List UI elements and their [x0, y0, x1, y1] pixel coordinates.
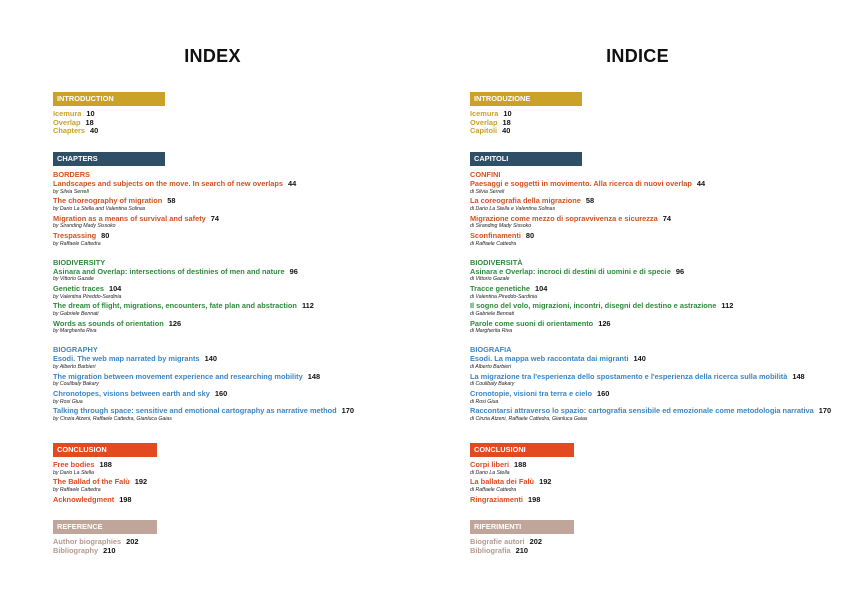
- toc-entry[interactable]: Esodi. La mappa web raccontata dai migranti 140: [470, 354, 646, 364]
- author: di Vittorio Gazale: [470, 276, 510, 283]
- author: di Siranding Mady Sissoko: [470, 223, 532, 230]
- introduction-header: INTRODUCTION: [53, 92, 165, 106]
- author: by Dario La Stella and Valentina Solinas: [53, 205, 146, 212]
- author: by Siranding Mady Sissoko: [53, 223, 116, 230]
- author: di Raffaele Cattedra: [470, 240, 517, 247]
- toc-entry[interactable]: Icemura 10: [53, 109, 95, 118]
- author: by Margherita Riva: [53, 328, 97, 335]
- toc-entry[interactable]: Migrazione come mezzo di sopravvivenza e sicurezza 74: [470, 213, 671, 223]
- toc-entry[interactable]: Author biographies 202: [53, 537, 139, 546]
- category-biodiversity: BIODIVERSITY: [53, 257, 106, 267]
- toc-entry[interactable]: La migrazione tra l'esperienza dello spostamento e l'esperienza della ricerca sulla mobilità 148: [470, 371, 805, 381]
- toc-entry[interactable]: Esodi. The web map narrated by migrants 140: [53, 354, 217, 364]
- page-title: INDEX: [184, 46, 241, 66]
- toc-entry[interactable]: Overlap 18: [53, 117, 94, 127]
- chapters-section: [53, 152, 354, 425]
- toc-entry[interactable]: Tracce genetiche 104: [470, 283, 548, 293]
- toc-entry[interactable]: Acknowledgment 198: [53, 494, 132, 504]
- toc-entry[interactable]: Asinara and Overlap: intersections of destinies of men and nature 96: [53, 266, 298, 276]
- toc-entry[interactable]: Bibliografia 210: [470, 545, 528, 555]
- conclusion-header: CONCLUSIONI: [470, 443, 574, 457]
- toc-entry[interactable]: The migration between movement experience and researching mobility 148: [53, 371, 321, 381]
- author: by Raffaele Cattedra: [53, 486, 101, 493]
- toc-entry[interactable]: Overlap 18: [470, 117, 511, 127]
- conclusion-section: [470, 443, 574, 504]
- toc-entry[interactable]: Trespassing 80: [53, 231, 110, 241]
- toc-entry[interactable]: Ringraziamenti 198: [470, 494, 541, 504]
- author: di Rosi Giua: [470, 398, 499, 405]
- reference-header: REFERENCE: [53, 520, 157, 534]
- author: di Coulibaly Bakary: [470, 381, 515, 388]
- author: by Alberto Barbieri: [53, 363, 96, 370]
- toc-entry[interactable]: The Ballad of the Falù 192: [53, 477, 148, 487]
- category-biography: BIOGRAFIA: [470, 345, 512, 355]
- author: by Rosi Giua: [53, 398, 83, 405]
- index-page-it: [425, 0, 850, 612]
- category-borders: BORDERS: [53, 170, 90, 179]
- conclusion-header: CONCLUSION: [53, 443, 157, 457]
- toc-entry[interactable]: Genetic traces 104: [53, 283, 122, 293]
- page-title: INDICE: [606, 46, 669, 66]
- author: by Vittorio Gazale: [53, 276, 94, 283]
- toc-entry[interactable]: Landscapes and subjects on the move. In search of new overlaps 44: [53, 179, 297, 188]
- toc-entry[interactable]: Bibliography 210: [53, 545, 116, 555]
- reference-section: [470, 520, 574, 555]
- author: di Margherita Riva: [470, 328, 513, 335]
- toc-entry[interactable]: Parole come suoni di orientamento 126: [470, 318, 611, 328]
- author: by Raffaele Cattedra: [53, 240, 101, 247]
- author: di Gabriele Bennati: [470, 310, 515, 317]
- toc-entry[interactable]: The choreography of migration 58: [53, 196, 176, 206]
- author: di Valentina Pireddo-Sardinia: [470, 293, 537, 300]
- reference-header: RIFERIMENTI: [470, 520, 574, 534]
- toc-entry[interactable]: Corpi liberi 188: [470, 460, 527, 469]
- toc-entry[interactable]: Capitoli 40: [470, 126, 511, 136]
- toc-entry[interactable]: Words as sounds of orientation 126: [53, 318, 182, 328]
- introduction-header: INTRODUZIONE: [470, 92, 582, 106]
- author: di Silvia Serreli: [470, 188, 505, 195]
- author: by Valentina Pireddo-Sardinia: [53, 293, 122, 300]
- introduction-section: [53, 92, 165, 136]
- introduction-section: [470, 92, 582, 136]
- chapters-header: CAPITOLI: [470, 152, 582, 166]
- toc-entry[interactable]: La coreografia della migrazione 58: [470, 196, 595, 206]
- toc-entry[interactable]: Asinara e Overlap: incroci di destini di uomini e di specie 96: [470, 266, 685, 276]
- toc-entry[interactable]: Paesaggi e soggetti in movimento. Alla ricerca di nuovi overlap 44: [470, 179, 706, 188]
- author: di Dario La Stella: [470, 469, 510, 476]
- author: di Cinzia Atzeni, Raffaele Cattedra, Gianluca Gaias: [470, 415, 588, 422]
- toc-entry[interactable]: The dream of flight, migrations, encounters, fate plan and abstraction 112: [53, 301, 314, 311]
- chapters-section: [470, 152, 831, 425]
- author: by Silvia Serreli: [53, 188, 89, 195]
- toc-entry[interactable]: Icemura 10: [470, 109, 512, 118]
- author: by Coulibaly Bakary: [53, 381, 99, 388]
- category-biodiversity: BIODIVERSITÀ: [470, 257, 523, 267]
- author: by Gabriele Bennati: [53, 310, 99, 317]
- conclusion-section: [53, 443, 157, 504]
- author: di Alberto Barbieri: [470, 363, 512, 370]
- toc-entry[interactable]: Talking through space: sensitive and emotional cartography as narrative method 170: [53, 406, 354, 416]
- toc-entry[interactable]: Raccontarsi attraverso lo spazio: cartografia sensibile ed emozionale come metodologia narrativa 170: [470, 406, 832, 416]
- toc-entry[interactable]: La ballata dei Falù 192: [470, 477, 552, 487]
- reference-section: [53, 520, 157, 555]
- toc-entry[interactable]: Chronotopes, visions between earth and sky 160: [53, 388, 228, 398]
- author: by Dario La Stella: [53, 469, 94, 476]
- toc-entry[interactable]: Il sogno del volo, migrazioni, incontri, disegni del destino e astrazione 112: [470, 301, 734, 311]
- author: by Cinzia Atzeni, Raffaele Cattedra, Gianluca Gaias: [53, 415, 172, 422]
- toc-entry[interactable]: Cronotopie, visioni tra terra e cielo 160: [470, 388, 610, 398]
- category-borders: CONFINI: [470, 170, 501, 179]
- toc-entry[interactable]: Sconfinamenti 80: [470, 231, 535, 241]
- toc-entry[interactable]: Chapters 40: [53, 126, 99, 136]
- toc-entry[interactable]: Migration as a means of survival and safety 74: [53, 213, 220, 223]
- toc-entry[interactable]: Biografie autori 202: [470, 537, 542, 546]
- chapters-header: CHAPTERS: [53, 152, 165, 166]
- category-biography: BIOGRAPHY: [53, 345, 98, 355]
- author: di Dario La Stella e Valentina Solinas: [470, 205, 556, 212]
- toc-entry[interactable]: Free bodies 188: [53, 460, 112, 469]
- author: di Raffaele Cattedra: [470, 486, 517, 493]
